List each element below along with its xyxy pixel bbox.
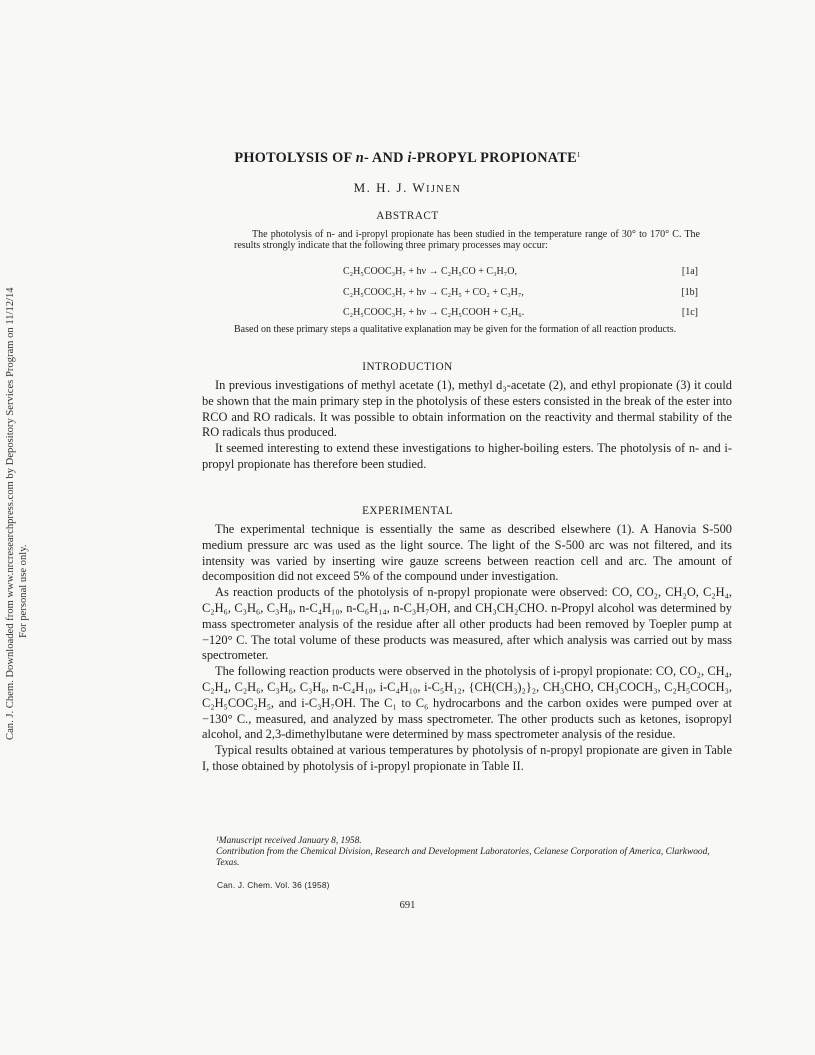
author-name: M. H. J. WIJNEN [353,180,462,195]
footnote-received: ¹Manuscript received January 8, 1958. [216,836,362,846]
equation-1b: C₂H₅COOC₃H₇ + hν → C₂H₅ + CO₂ + C₃H₇, [1b] [343,287,698,298]
experimental-paragraph-4: Typical results obtained at various temperatures by photolysis of n-propyl propionate are given in Table I, those obtained by photolysis of i-propyl propionate in Table II. [202,743,732,773]
abstract-heading: ABSTRACT [376,210,439,222]
intro-paragraph-1: In previous investigations of methyl acetate (1), methyl d₃-acetate (2), and ethyl propionate (3) it could be shown that the main primary step in the photolysis of these esters consisted in the break of the ester into RCO and RO radicals. It was possible to obtain information on the reactivity and thermal stability of the RO radicals thus produced. [202,378,732,440]
page-number: 691 [399,900,416,911]
watermark-source-line: Can. J. Chem. Downloaded from www.nrcresearchpress.com by Depository Services Program on 11/12/14 [5,287,16,740]
title-footnote-mark: 1 [576,151,581,159]
introduction-heading: INTRODUCTION [362,361,453,373]
article-title: PHOTOLYSIS OF n- AND i-PROPYL PROPIONATE$^1$ [234,150,581,166]
abstract-intro: The photolysis of n- and i-propyl propionate has been studied in the temperature range of 30° to 170° C. The results strongly indicate that the following three primary processes may occur: [234,229,700,251]
experimental-heading: EXPERIMENTAL [362,505,453,517]
equation-1c: C₂H₅COOC₃H₇ + hν → C₂H₅COOH + C₃H₆. [1c] [343,307,698,318]
footnote-contribution: Contribution from the Chemical Division, Research and Development Laboratories, Celanese Corporation of America, Clarkwood, Texas. [216,847,710,868]
equation-1a: C₂H₅COOC₃H₇ + hν → C₂H₅CO + C₃H₇O, [1a] [343,266,698,277]
experimental-paragraph-1: The experimental technique is essentially the same as described elsewhere (1). A Hanovia S-500 medium pressure arc was used as the light source. The light of the S-500 arc was not filtered, and its intensity was varied by inserting wire gauze screens between reaction cell and arc. The amount of decomposition did not exceed 5% of the compound under investigation. [202,522,732,584]
introduction-body [202,378,732,473]
watermark-usage-line: For personal use only. [18,544,29,638]
footnotes [216,836,732,869]
experimental-body [202,522,732,775]
abstract-conclusion: Based on these primary steps a qualitative explanation may be given for the formation of all reaction products. [234,324,677,335]
experimental-paragraph-3: The following reaction products were observed in the photolysis of i-propyl propionate: CO, CO₂, CH₄, C₂H₄, C₂H₆, C₃H₆, C₃H₈, n-C₄H₁₀, i-C₄H₁₀, i-C₅H₁₂, {CH(CH₃)₂}₂, CH₃CHO, CH₃COCH₃, C₂H₅COCH₃, C₂H₅COC₂H₅, and i-C₃H₇OH. The C₁ to C₆ hydrocarbons and the carbon oxides were pumped over at −130° C., measured, and analyzed by mass spectrometer. The other products such as ketones, isopropyl alcohol, and 2,3-dimethylbutane were determined by mass spectrometer analysis of the residue. [202,664,732,742]
experimental-paragraph-2: As reaction products of the photolysis of n-propyl propionate were observed: CO, CO₂, CH₂O, C₂H₄, C₂H₆, C₃H₆, C₃H₈, n-C₄H₁₀, n-C₆H₁₄, n-C₃H₇OH, and CH₃CH₂CHO. n-Propyl alcohol was determined by mass spectrometer analysis of the residue after all other products had been removed by Toepler pump at −120° C. The total volume of these products was measured, after which analysis was carried out by mass spectrometer. [202,585,732,663]
journal-citation: Can. J. Chem. Vol. 36 (1958) [217,880,330,890]
intro-paragraph-2: It seemed interesting to extend these investigations to higher-boiling esters. The photolysis of n- and i-propyl propionate has therefore been studied. [202,441,732,471]
